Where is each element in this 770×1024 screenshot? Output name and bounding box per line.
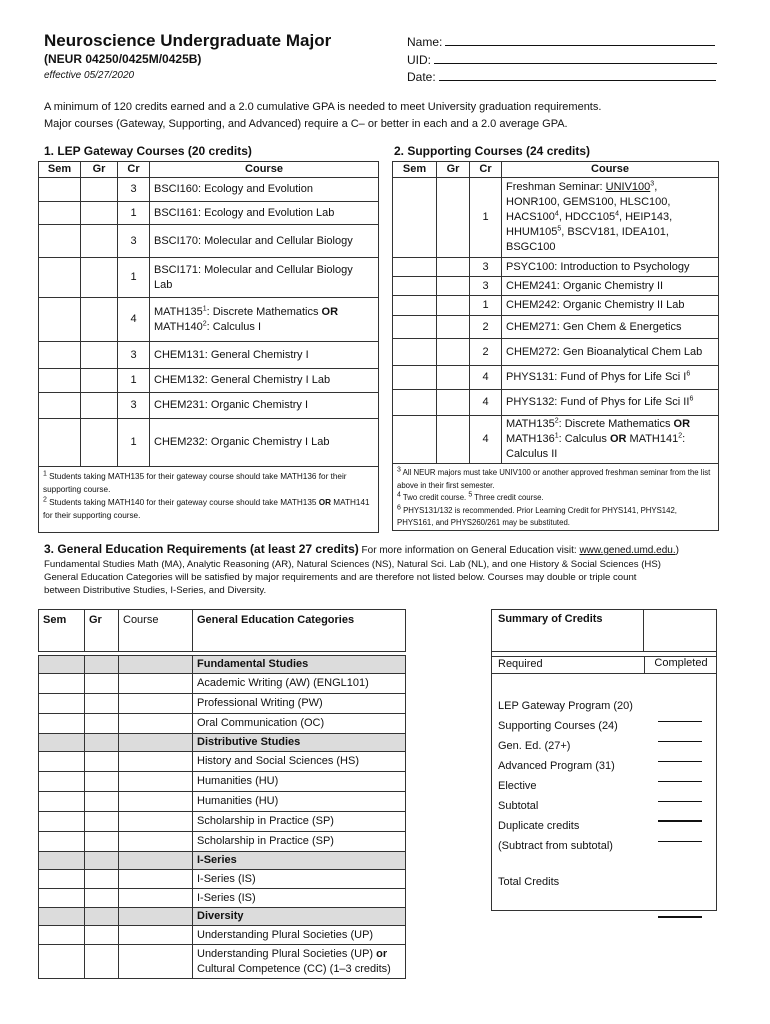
effective-date: effective 05/27/2020 xyxy=(44,70,135,81)
table-row: Humanities (HU) xyxy=(39,792,406,812)
table-row: 4 PHYS131: Fund of Phys for Life Sci $I^6$ xyxy=(393,366,719,390)
table-row: 1 CHEM242: Organic Chemistry II Lab xyxy=(393,296,719,316)
table-row: I-Series (IS) xyxy=(39,889,406,908)
table-row: 4 PHYS132: Fund of Phys for Life Sci $II^6$ xyxy=(393,390,719,416)
name-label: Name: xyxy=(407,35,443,49)
name-field[interactable] xyxy=(407,35,715,49)
uid-label: UID: xyxy=(407,53,431,67)
gened-course-header: Course xyxy=(119,610,193,652)
supporting-gr-header: Gr xyxy=(437,162,470,178)
summary-box xyxy=(491,609,717,911)
summary-header-row: Required Completed xyxy=(492,656,716,674)
gened-section-fundamental: Fundamental Studies xyxy=(39,656,406,674)
table-row: 3 CHEM241: Organic Chemistry II xyxy=(393,277,719,296)
supporting-title: 2. Supporting Courses (24 credits) xyxy=(394,144,591,158)
table-row: I-Series (IS) xyxy=(39,870,406,889)
supporting-cr-header: Cr xyxy=(470,162,502,178)
gateway-footnotes: $^1$ Students taking MATH135 for their gateway course should take MATH136 for their supporting course. $^2$ Students taking MATH140 for their gateway course should take MATH135 OR MATH141 for their supporting course. xyxy=(39,467,379,533)
gened-category-header: General Education Categories xyxy=(193,610,406,652)
table-row: 1 CHEM132: General Chemistry I Lab xyxy=(39,369,379,393)
date-field[interactable] xyxy=(407,70,716,84)
gened-section-iseries: I-Series xyxy=(39,852,406,870)
gened-section-distributive: Distributive Studies xyxy=(39,734,406,752)
table-row: Professional Writing (PW) xyxy=(39,694,406,714)
gateway-title: 1. LEP Gateway Courses (20 credits) xyxy=(44,144,252,158)
table-row: 4 $MATH135^2$: Discrete Mathematics OR $MATH136^1$: Calculus OR $MATH141^2$: Calculus II xyxy=(393,416,719,464)
summary-items: LEP Gateway Program (20) Supporting Courses (24) Gen. Ed. (27+) Advanced Program (31) Elective Subtotal Duplicate credits (Subtract from subtotal) Total Credits xyxy=(498,700,633,888)
gateway-gr-header: Gr xyxy=(81,162,118,178)
table-row: 2 CHEM271: Gen Chem & Energetics xyxy=(393,316,719,339)
uid-field[interactable] xyxy=(407,53,717,67)
supporting-table xyxy=(392,161,719,531)
supporting-footnotes: $^3$ All NEUR majors must take UNIV100 or another approved freshman seminar from the list above in their first semester. $^4$ Two credit course. $^5$ Three credit course. $^6$ PHYS131/132 is recommended. Prior Learning Credit for PHYS141, PHYS142, PHYS161, and PHYS260/261 may be substituted. xyxy=(393,464,719,531)
summary-title: Summary of Credits xyxy=(492,610,644,652)
gateway-course-header: Course xyxy=(150,162,379,178)
table-row: 3 CHEM231: Organic Chemistry I xyxy=(39,393,379,419)
gened-description: Fundamental Studies Math (MA), Analytic Reasoning (AR), Natural Sciences (NS), Natural Sci. Lab (NL), and one History & Social Sciences (HS) General Education Categories will be satisfied by major requirements and are therefore not listed below. Courses may double or triple count between Distributive Studies, I-Series, and Diversity. xyxy=(44,559,661,596)
date-label: Date: xyxy=(407,70,436,84)
table-row: Academic Writing (AW) (ENGL101) xyxy=(39,674,406,694)
table-row: Understanding Plural Societies (UP) xyxy=(39,926,406,945)
supporting-course-header: Course xyxy=(502,162,719,178)
gened-title-line: 3. General Education Requirements (at least 27 credits) For more information on General Education visit: www.gened.umd.edu.) xyxy=(44,542,679,556)
table-row: 4 $MATH135^1$: Discrete Mathematics OR $MATH140^2$: Calculus I xyxy=(39,298,379,342)
gened-table xyxy=(38,609,406,979)
gened-section-diversity: Diversity xyxy=(39,908,406,926)
table-row: 3 BSCI170: Molecular and Cellular Biology xyxy=(39,225,379,258)
gateway-table xyxy=(38,161,379,533)
table-row: 1 BSCI171: Molecular and Cellular Biology Lab xyxy=(39,258,379,298)
table-row: Oral Communication (OC) xyxy=(39,714,406,734)
table-row: Scholarship in Practice (SP) xyxy=(39,832,406,852)
table-row: 2 CHEM272: Gen Bioanalytical Chem Lab xyxy=(393,339,719,366)
page-title: Neuroscience Undergraduate Major xyxy=(44,31,332,50)
table-row: 3 BSCI160: Ecology and Evolution xyxy=(39,178,379,202)
intro-text: A minimum of 120 credits earned and a 2.0 cumulative GPA is needed to meet University graduation requirements. Major courses (Gateway, Supporting, and Advanced) require a C– or better in each and a 2.0 average GPA. xyxy=(44,101,602,130)
table-row: Humanities (HU) xyxy=(39,772,406,792)
gened-sem-header: Sem xyxy=(39,610,85,652)
gened-link[interactable]: www.gened.umd.edu. xyxy=(579,545,676,556)
gateway-cr-header: Cr xyxy=(118,162,150,178)
gateway-sem-header: Sem xyxy=(39,162,81,178)
supporting-sem-header: Sem xyxy=(393,162,437,178)
table-row: Scholarship in Practice (SP) xyxy=(39,812,406,832)
table-row: 3 PSYC100: Introduction to Psychology xyxy=(393,258,719,277)
table-row: Understanding Plural Societies (UP) or Cultural Competence (CC) (1–3 credits) xyxy=(39,945,406,979)
table-row: 1 CHEM232: Organic Chemistry I Lab xyxy=(39,419,379,467)
gened-gr-header: Gr xyxy=(85,610,119,652)
summary-blank-lines[interactable] xyxy=(658,709,702,925)
table-row: History and Social Sciences (HS) xyxy=(39,752,406,772)
table-row: 1 Freshman Seminar: $UNIV100^3$, HONR100, GEMS100, HLSC100, $HACS100^4$, $HDCC105^4$, HEIP143, $HHUM105^5$, BSCV181, IDEA101, BSGC100 xyxy=(393,178,719,258)
table-row: 3 CHEM131: General Chemistry I xyxy=(39,342,379,369)
program-codes: (NEUR 04250/0425M/0425B) xyxy=(44,52,202,66)
table-row: 1 BSCI161: Ecology and Evolution Lab xyxy=(39,202,379,225)
